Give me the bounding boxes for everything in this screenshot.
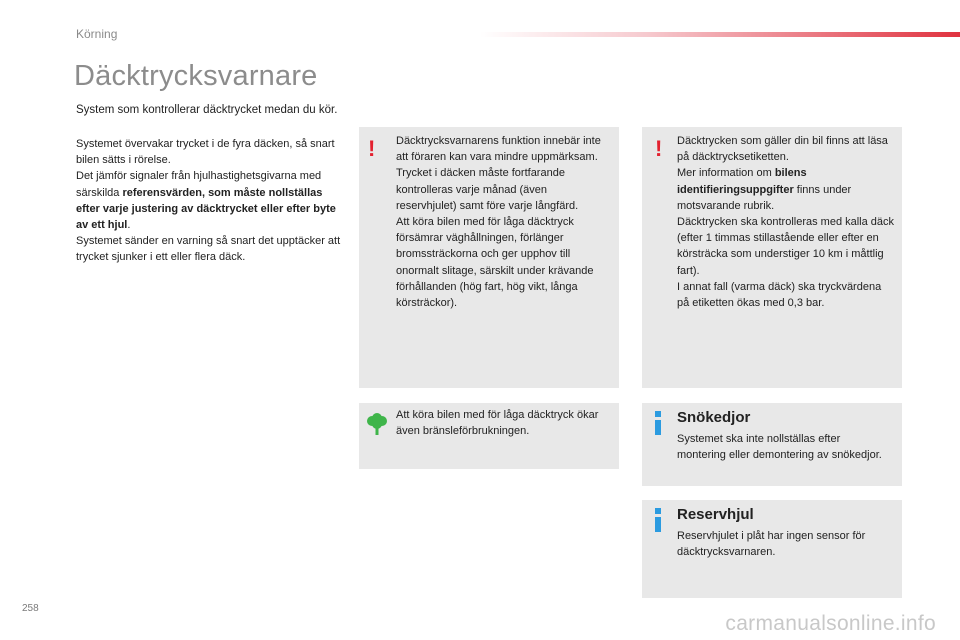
info-text: Reservhjulet i plåt har ingen sensor för däcktrycksvarnaren. — [677, 530, 866, 559]
eco-tip-text: Att köra bilen med för låga däcktryck ökar även bränsleförbrukningen. — [396, 409, 599, 438]
info-heading: Snökedjor — [677, 409, 751, 426]
info-heading: Reservhjul — [677, 506, 754, 523]
intro-text — [76, 136, 346, 266]
warning-text — [396, 133, 610, 311]
page-number: 258 — [22, 603, 39, 614]
cross-reference: bilens identifieringsuppgifter — [677, 167, 807, 196]
warning-text — [677, 133, 895, 311]
warning-box-monitoring — [359, 127, 619, 388]
intro-paragraph: Det jämför signaler från hjulhastighetsgivarna med särskilda referensvärden, som måste nollställas efter varje justering av däcktrycket eller efter byte av ett hjul. — [76, 170, 336, 232]
info-box-spare-wheel — [642, 500, 902, 598]
warning-paragraph: I annat fall (varma däck) ska tryckvärdena på etiketten ökas med 0,3 bar. — [677, 280, 882, 310]
section-label: Körning — [76, 27, 118, 41]
exclamation-icon: ! — [368, 136, 376, 161]
warning-paragraph: Att köra bilen med för låga däcktryck försämrar väghållningen, förlänger bromssträckorna och ger upphov till onormalt slitage, särskilt under krävande förhållanden (hög fart, hög vikt, långa körsträckor). — [396, 216, 594, 310]
exclamation-icon: ! — [655, 136, 663, 161]
warning-paragraph: Mer information om bilens identifieringsuppgifter finns under motsvarande rubrik. — [677, 167, 852, 212]
warning-paragraph: Trycket i däcken måste fortfarande kontrolleras varje månad (även reservhjulet) samt före varje långfärd. — [396, 167, 579, 212]
watermark: carmanualsonline.info — [725, 612, 936, 635]
eco-tree-icon — [367, 413, 387, 435]
intro-emphasis: referensvärden, som måste nollställas efter varje justering av däcktrycket eller efter byte av ett hjul — [76, 186, 336, 232]
warning-paragraph: Däcktrycksvarnarens funktion innebär inte att föraren kan vara mindre uppmärksam. — [396, 135, 601, 164]
eco-tip-box — [359, 403, 619, 469]
warning-box-pressure-values — [642, 127, 902, 388]
header-accent-bar — [480, 32, 960, 37]
info-text: Systemet ska inte nollställas efter montering eller demontering av snökedjor. — [677, 433, 882, 462]
intro-paragraph: Systemet övervakar trycket i de fyra däcken, så snart bilen sätts i rörelse. — [76, 138, 335, 167]
warning-paragraph: Däcktrycken ska kontrolleras med kalla däck (efter 1 timmas stillastående eller efter en körsträcka som understiger 10 km i måttlig fart). — [677, 216, 895, 277]
page-title: Däcktrycksvarnare — [74, 60, 318, 92]
page-subtitle: System som kontrollerar däcktrycket medan du kör. — [76, 104, 338, 116]
info-box-snow-chains — [642, 403, 902, 486]
warning-paragraph: Däcktrycken som gäller din bil finns att läsa på däcktrycksetiketten. — [677, 135, 888, 164]
intro-paragraph: Systemet sänder en varning så snart det upptäcker att trycket sjunker i ett eller flera däck. — [76, 235, 341, 264]
